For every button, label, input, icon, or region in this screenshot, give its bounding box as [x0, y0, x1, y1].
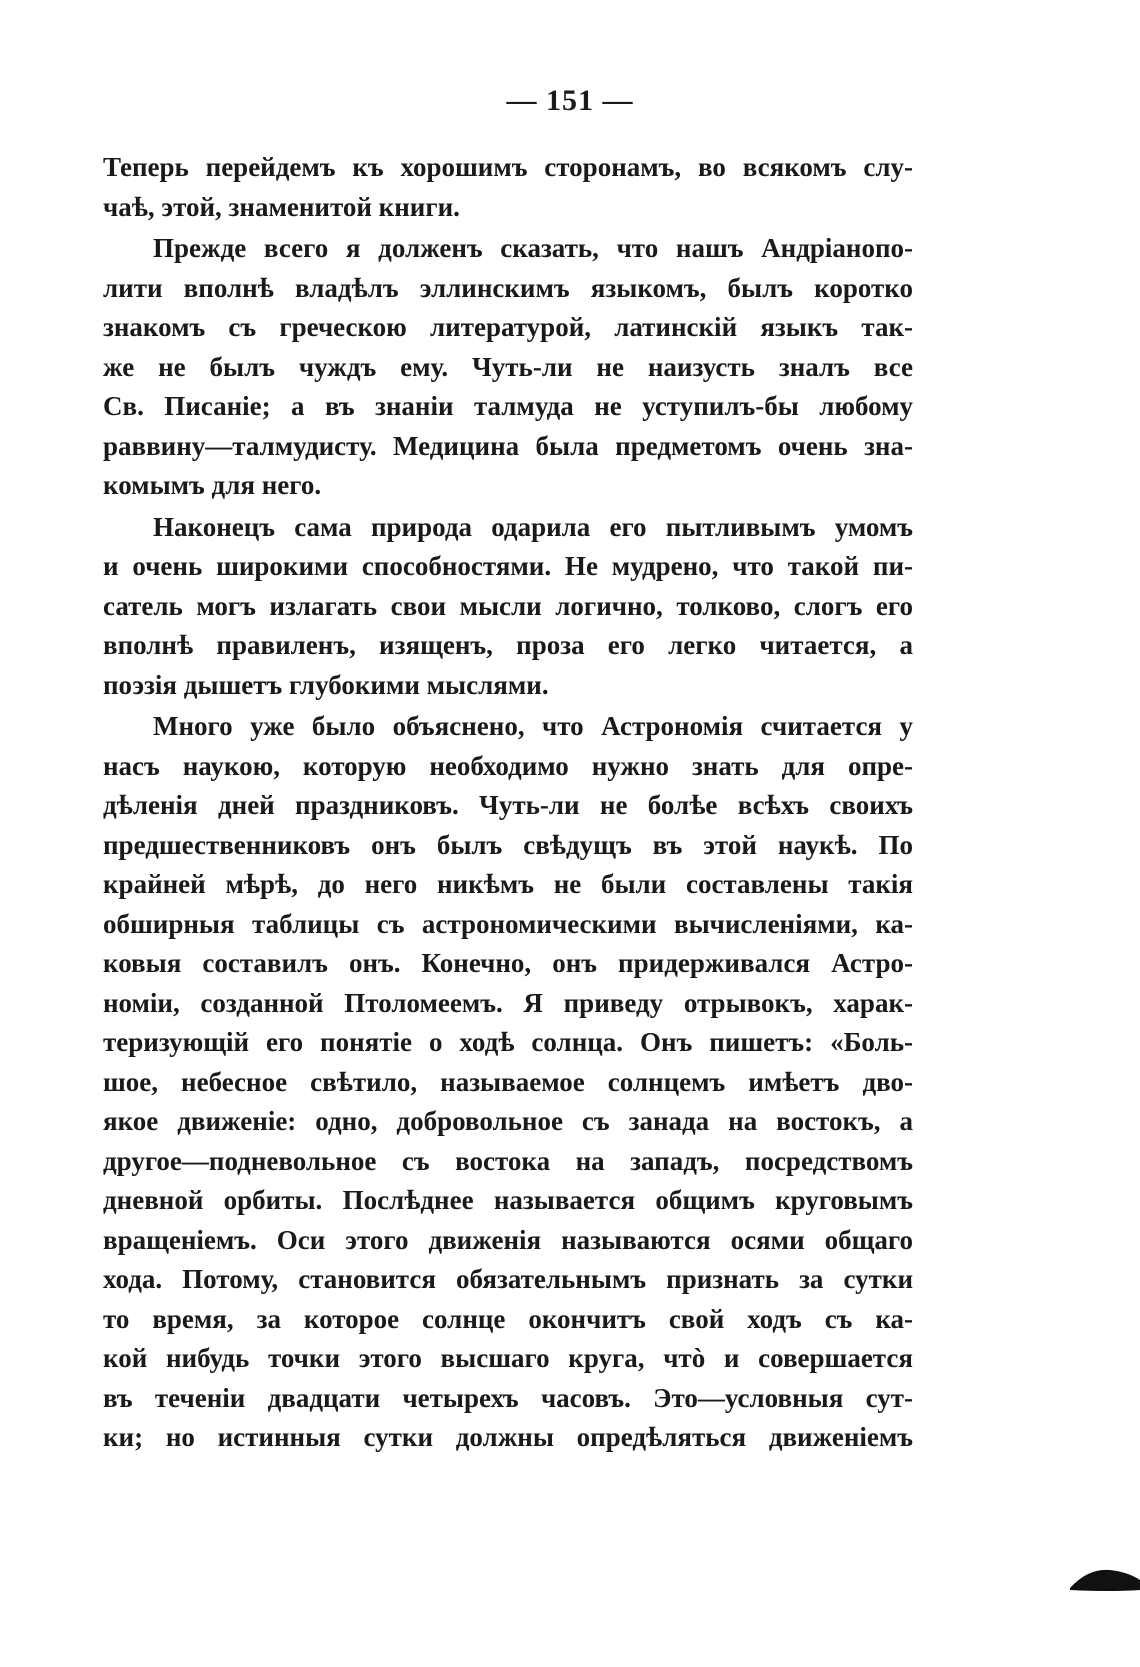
text-line: ковыя составилъ онъ. Конечно, онъ придерживался Астро-: [103, 948, 913, 978]
text-line: то время, за которое солнце окончитъ свой ходъ съ ка-: [103, 1303, 913, 1334]
text-line: хода. Потому, становится обязательнымъ признать за сутки: [103, 1264, 913, 1294]
text-line: и очень широкими способностями. Не мудрено, что такой пи-: [103, 551, 913, 581]
text-line: лити вполнѣ владѣлъ эллинскимъ языкомъ, былъ коротко: [103, 272, 913, 303]
text-line: раввину—талмудисту. Медицина была предметомъ очень зна-: [103, 430, 913, 461]
text-line: чаѣ, этой, знаменитой книги.: [103, 191, 460, 222]
text-line: кой нибудь точки этого высшаго круга, чтò и совершается: [103, 1343, 913, 1373]
text-line: вполнѣ правиленъ, изященъ, проза его легко читается, а: [103, 630, 913, 660]
text-line: теризующій его понятіе о ходѣ солнца. Онъ пишетъ: «Боль-: [103, 1027, 913, 1057]
text-line: обширныя таблицы съ астрономическими вычисленіями, ка-: [103, 908, 913, 939]
text-line: крайней мѣрѣ, до него никѣмъ не были составлены такія: [103, 869, 913, 899]
text-line: комымъ для него.: [103, 470, 322, 500]
text-line: въ теченіи двадцати четырехъ часовъ. Это—условныя сут-: [103, 1382, 913, 1413]
text-line: шое, небесное свѣтило, называемое солнцемъ имѣетъ дво-: [103, 1066, 913, 1097]
text-line: Прежде всего я долженъ сказать, что нашъ Андріанопо-: [153, 233, 913, 263]
text-line: поэзія дышетъ глубокими мыслями.: [103, 669, 549, 700]
text-line: якое движеніе: одно, добровольное съ занада на востокъ, а: [103, 1106, 913, 1136]
text-line: дневной орбиты. Послѣднее называется общимъ круговымъ: [103, 1185, 913, 1215]
text-line: ки; но истинныя сутки должны опредѣляться движеніемъ: [103, 1422, 913, 1452]
body-text: [103, 148, 913, 1458]
text-line: вращеніемъ. Оси этого движенія называются осями общаго: [103, 1224, 913, 1255]
text-line: дѣленія дней праздниковъ. Чуть-ли не болѣе всѣхъ своихъ: [103, 790, 913, 820]
text-line: Наконецъ сама природа одарила его пытливымъ умомъ: [153, 511, 913, 542]
text-line: насъ наукою, которую необходимо нужно знать для опре-: [103, 750, 913, 781]
text-line: предшественниковъ онъ былъ свѣдущъ въ этой наукѣ. По: [103, 829, 913, 860]
text-line: сатель могъ излагать свои мысли логично, толково, слогъ его: [103, 590, 913, 621]
page-number: — 151 —: [506, 84, 634, 117]
text-line: же не былъ чуждъ ему. Чуть-ли не наизусть зналъ все: [103, 351, 913, 382]
text-line: номіи, созданной Птоломеемъ. Я приведу отрывокъ, харак-: [103, 987, 913, 1018]
text-line: знакомъ съ греческою литературой, латинскій языкъ так-: [103, 312, 913, 342]
text-line: другое—подневольное съ востока на западъ, посредствомъ: [103, 1145, 913, 1176]
text-line: Теперь перейдемъ къ хорошимъ сторонамъ, во всякомъ слу-: [103, 152, 913, 182]
page-edge-mark: [1070, 1566, 1140, 1592]
text-line: Св. Писаніе; а въ знаніи талмуда не уступилъ-бы любому: [103, 391, 913, 421]
text-line: Много уже было объяснено, что Астрономія считается у: [153, 711, 913, 741]
